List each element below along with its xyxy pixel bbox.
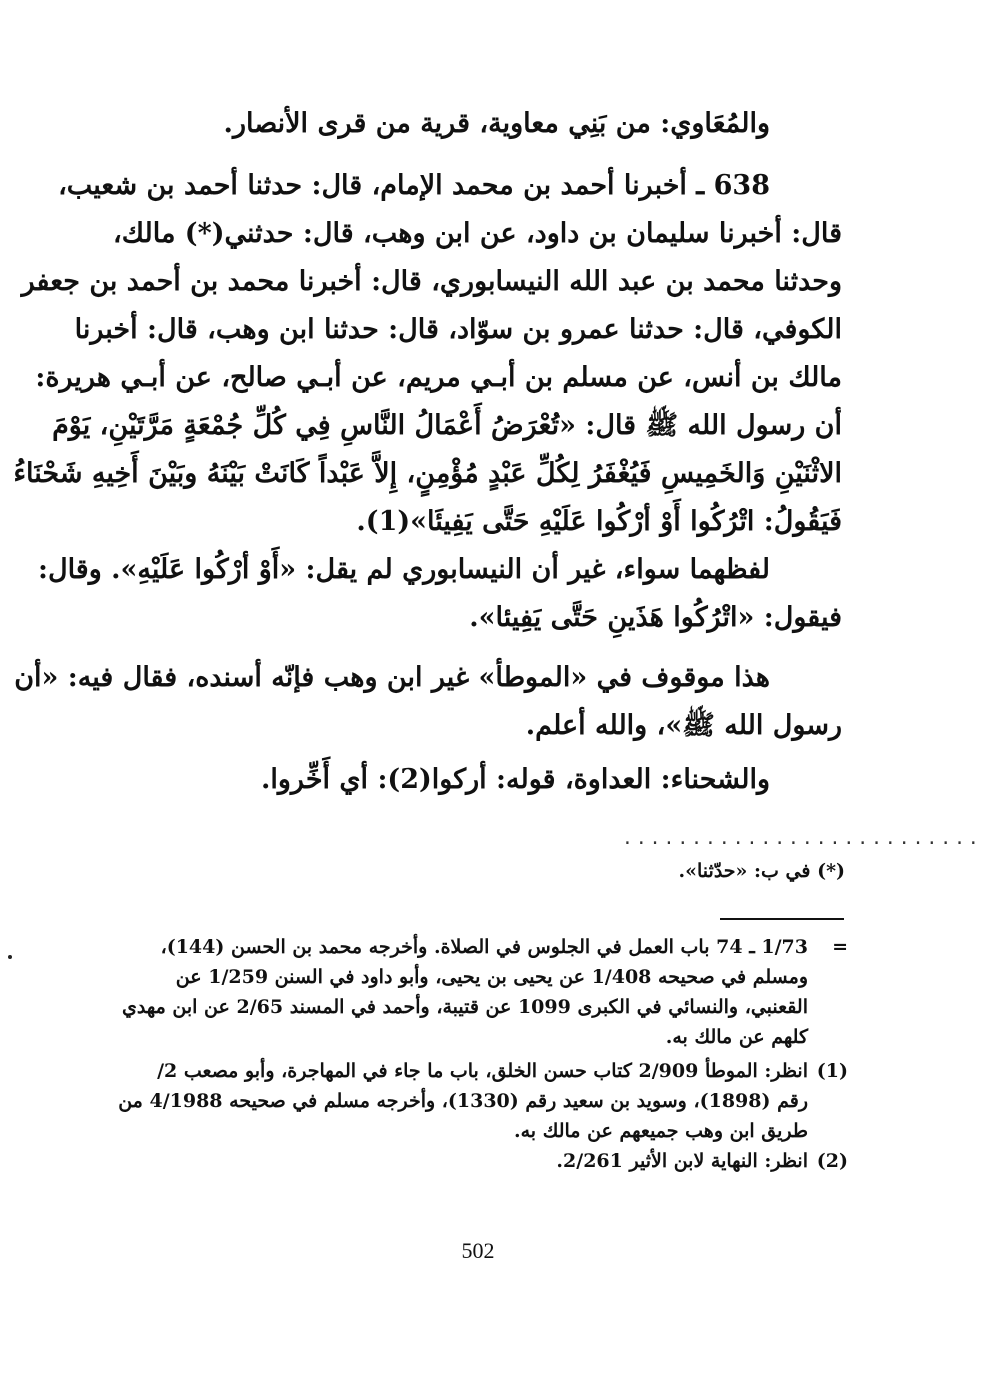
footnote-line: انظر: الموطأ 2/909 كتاب حسن الخلق، باب ما جاء في المهاجرة، وأبو مصعب 2/ xyxy=(157,1060,808,1082)
footnote-text xyxy=(88,932,808,1052)
text-line: هذا موقوف في «الموطأ» غير ابن وهب فإنّه أسنده، فقال فيه: «أن xyxy=(14,662,770,693)
text-line: الاثْنَيْنِ وَالخَمِيسِ فَيُغْفَرُ لِكُلِّ عَبْدٍ مُؤْمِنٍ، إِلاَّ عَبْداً كَانَتْ بَيْنَهُ وبَيْنَ أَخِيهِ شَحْنَاءُ xyxy=(13,458,842,489)
text-line: أن رسول الله ﷺ قال: «تُعْرَضُ أَعْمَالُ النَّاسِ فِي كُلِّ جُمْعَةٍ مَرَّتَيْنِ، يَوْمَ xyxy=(52,410,842,441)
text-line: 638 ـ أخبرنا أحمد بن محمد الإمام، قال: حدثنا أحمد بن شعيب، xyxy=(58,170,770,201)
footnote-mark: (1) xyxy=(816,1060,848,1082)
footnote-line: ومسلم في صحيحه 1/408 عن يحيى بن يحيى، وأبو داود في السنن 1/259 عن xyxy=(175,966,808,988)
shahna-definition-paragraph xyxy=(90,756,842,804)
star-footnote: (*) في ب: «حدّثنا». xyxy=(678,860,845,882)
text-line: لفظهما سواء، غير أن النيسابوري لم يقل: «أَوْ أرْكُوا عَلَيْهِ». وقال: xyxy=(37,554,770,585)
footnote-text xyxy=(88,1056,808,1146)
hadith-638-paragraph xyxy=(13,162,842,546)
footnotes-section xyxy=(88,932,848,1176)
dotted-separator: .......................... xyxy=(622,828,982,849)
footnote-line: انظر: النهاية لابن الأثير 2/261. xyxy=(556,1150,808,1172)
paragraph-muawi-definition xyxy=(90,100,842,148)
footnote-2 xyxy=(88,1146,848,1176)
footnote-line: طريق ابن وهب جميعهم عن مالك به. xyxy=(514,1120,808,1142)
text-line: وحدثنا محمد بن عبد الله النيسابوري، قال: أخبرنا محمد بن أحمد بن جعفر xyxy=(21,266,842,297)
text-line: فيقول: «اتْرُكُوا هَذَينِ حَتَّى يَفِيئا». xyxy=(469,602,842,633)
text-line: رسول الله ﷺ»، والله أعلم. xyxy=(525,710,842,741)
footnote-mark: = xyxy=(832,936,848,958)
footnote-line: رقم (1898)، وسويد بن سعيد رقم (1330)، وأخرجه مسلم في صحيحه 4/1988 من xyxy=(118,1090,808,1112)
footnote-line: كلهم عن مالك به. xyxy=(665,1026,808,1048)
wording-comparison-paragraph xyxy=(37,546,842,642)
footnote-text xyxy=(88,1146,808,1176)
scan-speck xyxy=(8,955,12,959)
text-line: الكوفي، قال: حدثنا عمرو بن سوّاد، قال: حدثنا ابن وهب، قال: أخبرنا xyxy=(74,314,842,345)
text-line: فَيَقُولُ: اتْرُكُوا أَوْ أرْكُوا عَلَيْهِ حَتَّى يَفِيئَا»(1). xyxy=(356,506,842,537)
text-line: مالك بن أنس، عن مسلم بن أبـي مريم، عن أبـي صالح، عن أبـي هريرة: xyxy=(35,362,842,393)
text-line: والشحناء: العداوة، قوله: أركوا(2): أي أَخِّروا. xyxy=(260,764,770,795)
footnote-line: القعنبي، والنسائي في الكبرى 1099 عن قتيبة، وأحمد في المسند 2/65 عن ابن مهدي xyxy=(122,996,808,1018)
footnote-rule xyxy=(720,918,844,920)
text-line: قال: أخبرنا سليمان بن داود، عن ابن وهب، قال: حدثني(*) مالك، xyxy=(113,218,842,249)
footnote-line: 1/73 ـ 74 باب العمل في الجلوس في الصلاة. وأخرجه محمد بن الحسن (144)، xyxy=(160,936,808,958)
page-number: 502 xyxy=(461,1238,495,1263)
text-line: والمُعَاوي: من بَنِي معاوية، قرية من قرى الأنصار. xyxy=(223,108,770,139)
footnote-mark: (2) xyxy=(816,1150,848,1172)
footnote-continuation xyxy=(88,932,848,1052)
footnote-1 xyxy=(88,1056,848,1146)
muwatta-note-paragraph xyxy=(14,654,842,750)
